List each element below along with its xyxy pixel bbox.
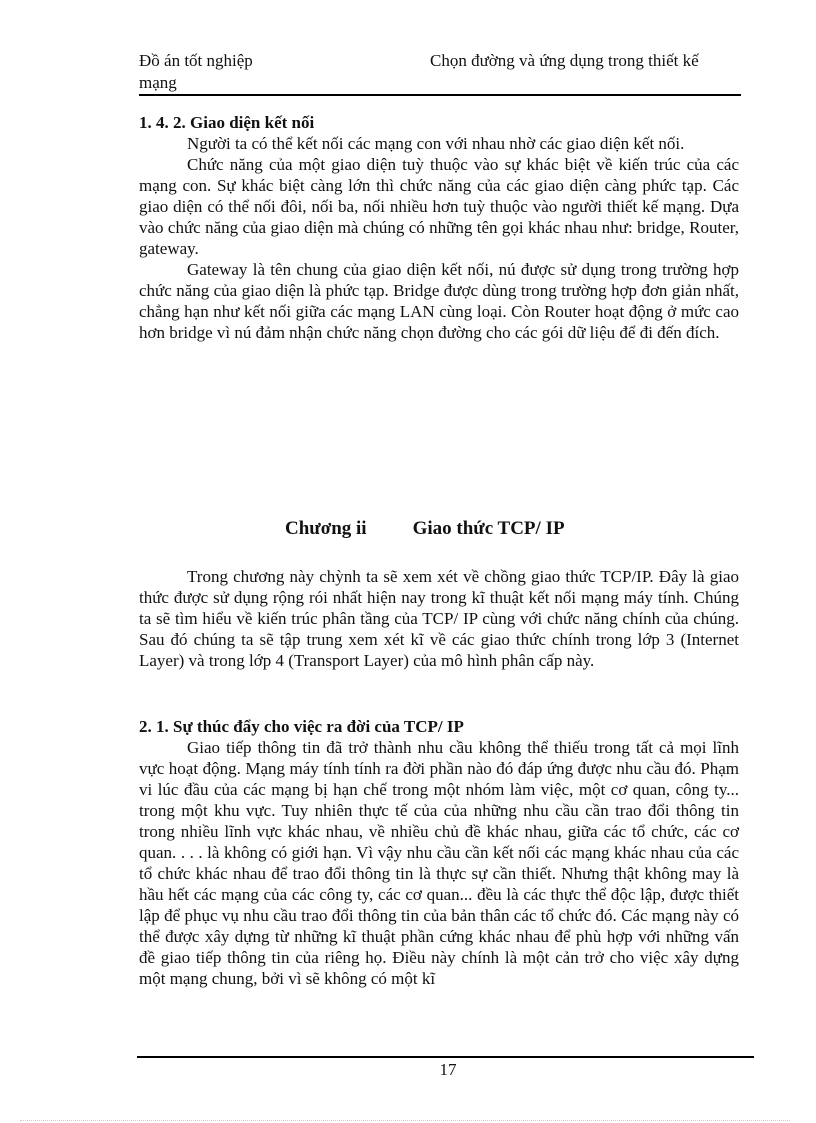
page-number-text: 17 bbox=[439, 1060, 457, 1079]
header-thesis-title-line2: mạng bbox=[139, 73, 177, 92]
section-1-4-2 bbox=[139, 112, 739, 343]
section-2-1 bbox=[139, 716, 739, 989]
footer-divider bbox=[137, 1056, 754, 1058]
header-thesis-title bbox=[139, 50, 253, 94]
chapter-title: Giao thức TCP/ IP bbox=[412, 518, 565, 539]
section-heading: 1. 4. 2. Giao diện kết nối bbox=[139, 113, 315, 132]
section-heading: 2. 1. Sự thúc đẩy cho việc ra đời của TCP/ IP bbox=[139, 717, 464, 736]
paragraph: Gateway là tên chung của giao diện kết nối, nú được sử dụng trong trường hợp chức năng của giao diện là phức tạp. Bridge được dùng trong trường hợp đơn giản nhất, chẳng hạn như kết nối giữa các mạng LAN cùng loại. Còn Router hoạt động ở mức cao hơn bridge vì nú đảm nhận chức năng chọn đường cho các gói dữ liệu để đi đến đích. bbox=[139, 260, 739, 342]
header-topic-title: Chọn đường và ứng dụng trong thiết kế bbox=[430, 51, 699, 70]
chapter-heading bbox=[285, 518, 565, 540]
header-thesis-title-line1: Đồ án tốt nghiệp bbox=[139, 51, 253, 70]
chapter-label: Chương ii bbox=[285, 518, 367, 539]
page-number bbox=[0, 1060, 816, 1080]
chapter-intro bbox=[139, 566, 739, 671]
paragraph: Trong chương này chỳnh ta sẽ xem xét về chồng giao thức TCP/IP. Đây là giao thức được sử dụng rộng rói nhất hiện nay trong kĩ thuật kết nối mạng máy tính. Chúng ta sẽ tìm hiểu về kiến trúc phân tầng của TCP/ IP cùng với chức năng chính của chúng. Sau đó chúng ta sẽ tập trung xem xét kĩ về các giao thức chính trong lớp 3 (Internet Layer) và trong lớp 4 (Transport Layer) của mô hình phân cấp này. bbox=[139, 567, 739, 670]
paragraph: Người ta có thể kết nối các mạng con với nhau nhờ các giao diện kết nối. bbox=[187, 134, 685, 153]
page-edge bbox=[20, 1120, 790, 1121]
paragraph: Giao tiếp thông tin đã trở thành nhu cầu không thể thiếu trong tất cả mọi lĩnh vực hoạt động. Mạng máy tính tính ra đời phần nào đó đáp ứng được nhu cầu đó. Phạm vi lúc đầu của các mạng bị hạn chế trong một nhóm làm việc, một cơ quan, công ty... trong một khu vực. Tuy nhiên thực tế của của những nhu cầu cần trao đổi thông tin trong nhiều lĩnh vực khác nhau, về nhiều chủ đề khác nhau, giữa các tổ chức, các cơ quan. . . . là không có giới hạn. Vì vậy nhu cầu cần kết nối các mạng khác nhau của các tổ chức khác nhau để trao đổi thông tin là thực sự cần thiết. Nhưng thật không may là hầu hết các mạng của các công ty, các cơ quan... đều là các thực thể độc lập, được thiết lập để phục vụ nhu cầu trao đổi thông tin của bản thân các tổ chức đó. Các mạng này có thể được xây dựng từ những kĩ thuật phần cứng khác nhau để phù hợp với những vấn đề giao tiếp thông tin của riêng họ. Điều này chính là một cản trở cho việc xây dựng một mạng chung, bởi vì sẽ không có một kĩ bbox=[139, 738, 739, 988]
paragraph: Chức năng của một giao diện tuỳ thuộc vào sự khác biệt về kiến trúc của các mạng con. Sự khác biệt càng lớn thì chức năng của các giao diện càng phức tạp. Các giao diện có thể nối đôi, nối ba, nối nhiều hơn tuỳ thuộc vào người thiết kế mạng. Dựa vào chức năng của giao diện mà chúng có những tên gọi khác nhau như: bridge, Router, gateway. bbox=[139, 155, 739, 258]
header-divider bbox=[139, 94, 741, 96]
